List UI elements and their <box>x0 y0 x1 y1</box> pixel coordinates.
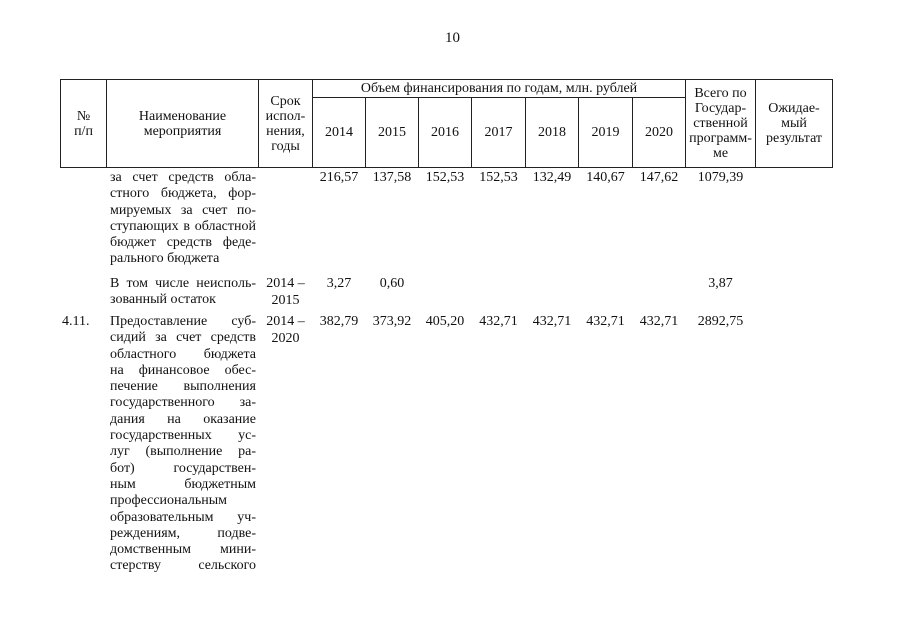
row-value: 432,71 <box>532 314 572 329</box>
header-bottom-line <box>60 167 833 168</box>
row-value: 3,27 <box>326 276 352 291</box>
row-term: 2014 – 2015 <box>266 276 305 308</box>
header-result: Ожидае- мый результат <box>765 101 823 146</box>
header-year: 2019 <box>591 125 620 140</box>
row-num: 4.11. <box>62 314 90 329</box>
header-name: Наименование мероприятия <box>138 108 227 139</box>
header-total: Всего по Государ- ственной программ- ме <box>689 86 752 161</box>
row-total: 1079,39 <box>697 170 744 185</box>
row-value: 147,62 <box>639 170 679 185</box>
header-vline <box>832 79 833 168</box>
row-name: за счет средств обла- стного бюджета, фор- мируемых за счет по- ступающих в областной бюджет средств феде- рального бюджета <box>110 170 256 267</box>
header-num: № п/п <box>74 108 93 139</box>
row-value: 382,79 <box>319 314 359 329</box>
row-name: В том числе неисполь- зованный остаток <box>110 276 256 308</box>
row-total: 3,87 <box>708 276 733 291</box>
header-year: 2017 <box>484 125 513 140</box>
header-year: 2015 <box>378 125 406 140</box>
header-funding-title: Объем финансирования по годам, млн. рублей <box>360 81 638 96</box>
row-value: 140,67 <box>586 170 625 185</box>
header-year: 2014 <box>325 125 353 140</box>
row-term: 2014 – 2020 <box>266 314 305 346</box>
header-year: 2016 <box>431 125 459 140</box>
header-term: Срок испол- нения, годы <box>265 93 306 154</box>
row-value: 432,71 <box>639 314 679 329</box>
row-value: 432,71 <box>586 314 625 329</box>
header-year: 2018 <box>538 125 566 140</box>
row-value: 0,60 <box>379 276 405 291</box>
row-value: 152,53 <box>425 170 465 185</box>
row-value: 137,58 <box>372 170 412 185</box>
row-name: Предоставление суб- сидий за счет средств областного бюджета на финансовое обес- печение выполнения государственного за- дания на оказание государственных ус- луг (выполнение ра- бот) государствен- ным бюджетным профессиональным образовательным уч- реждениям, подве- домственным мини- стерству сельского <box>110 314 256 574</box>
row-total: 2892,75 <box>697 314 744 329</box>
row-value: 373,92 <box>372 314 412 329</box>
row-value: 152,53 <box>479 170 518 185</box>
row-value: 132,49 <box>532 170 572 185</box>
row-value: 432,71 <box>479 314 518 329</box>
row-value: 405,20 <box>425 314 465 329</box>
row-value: 216,57 <box>319 170 359 185</box>
header-year: 2020 <box>645 125 673 140</box>
page-number: 10 <box>445 30 460 46</box>
